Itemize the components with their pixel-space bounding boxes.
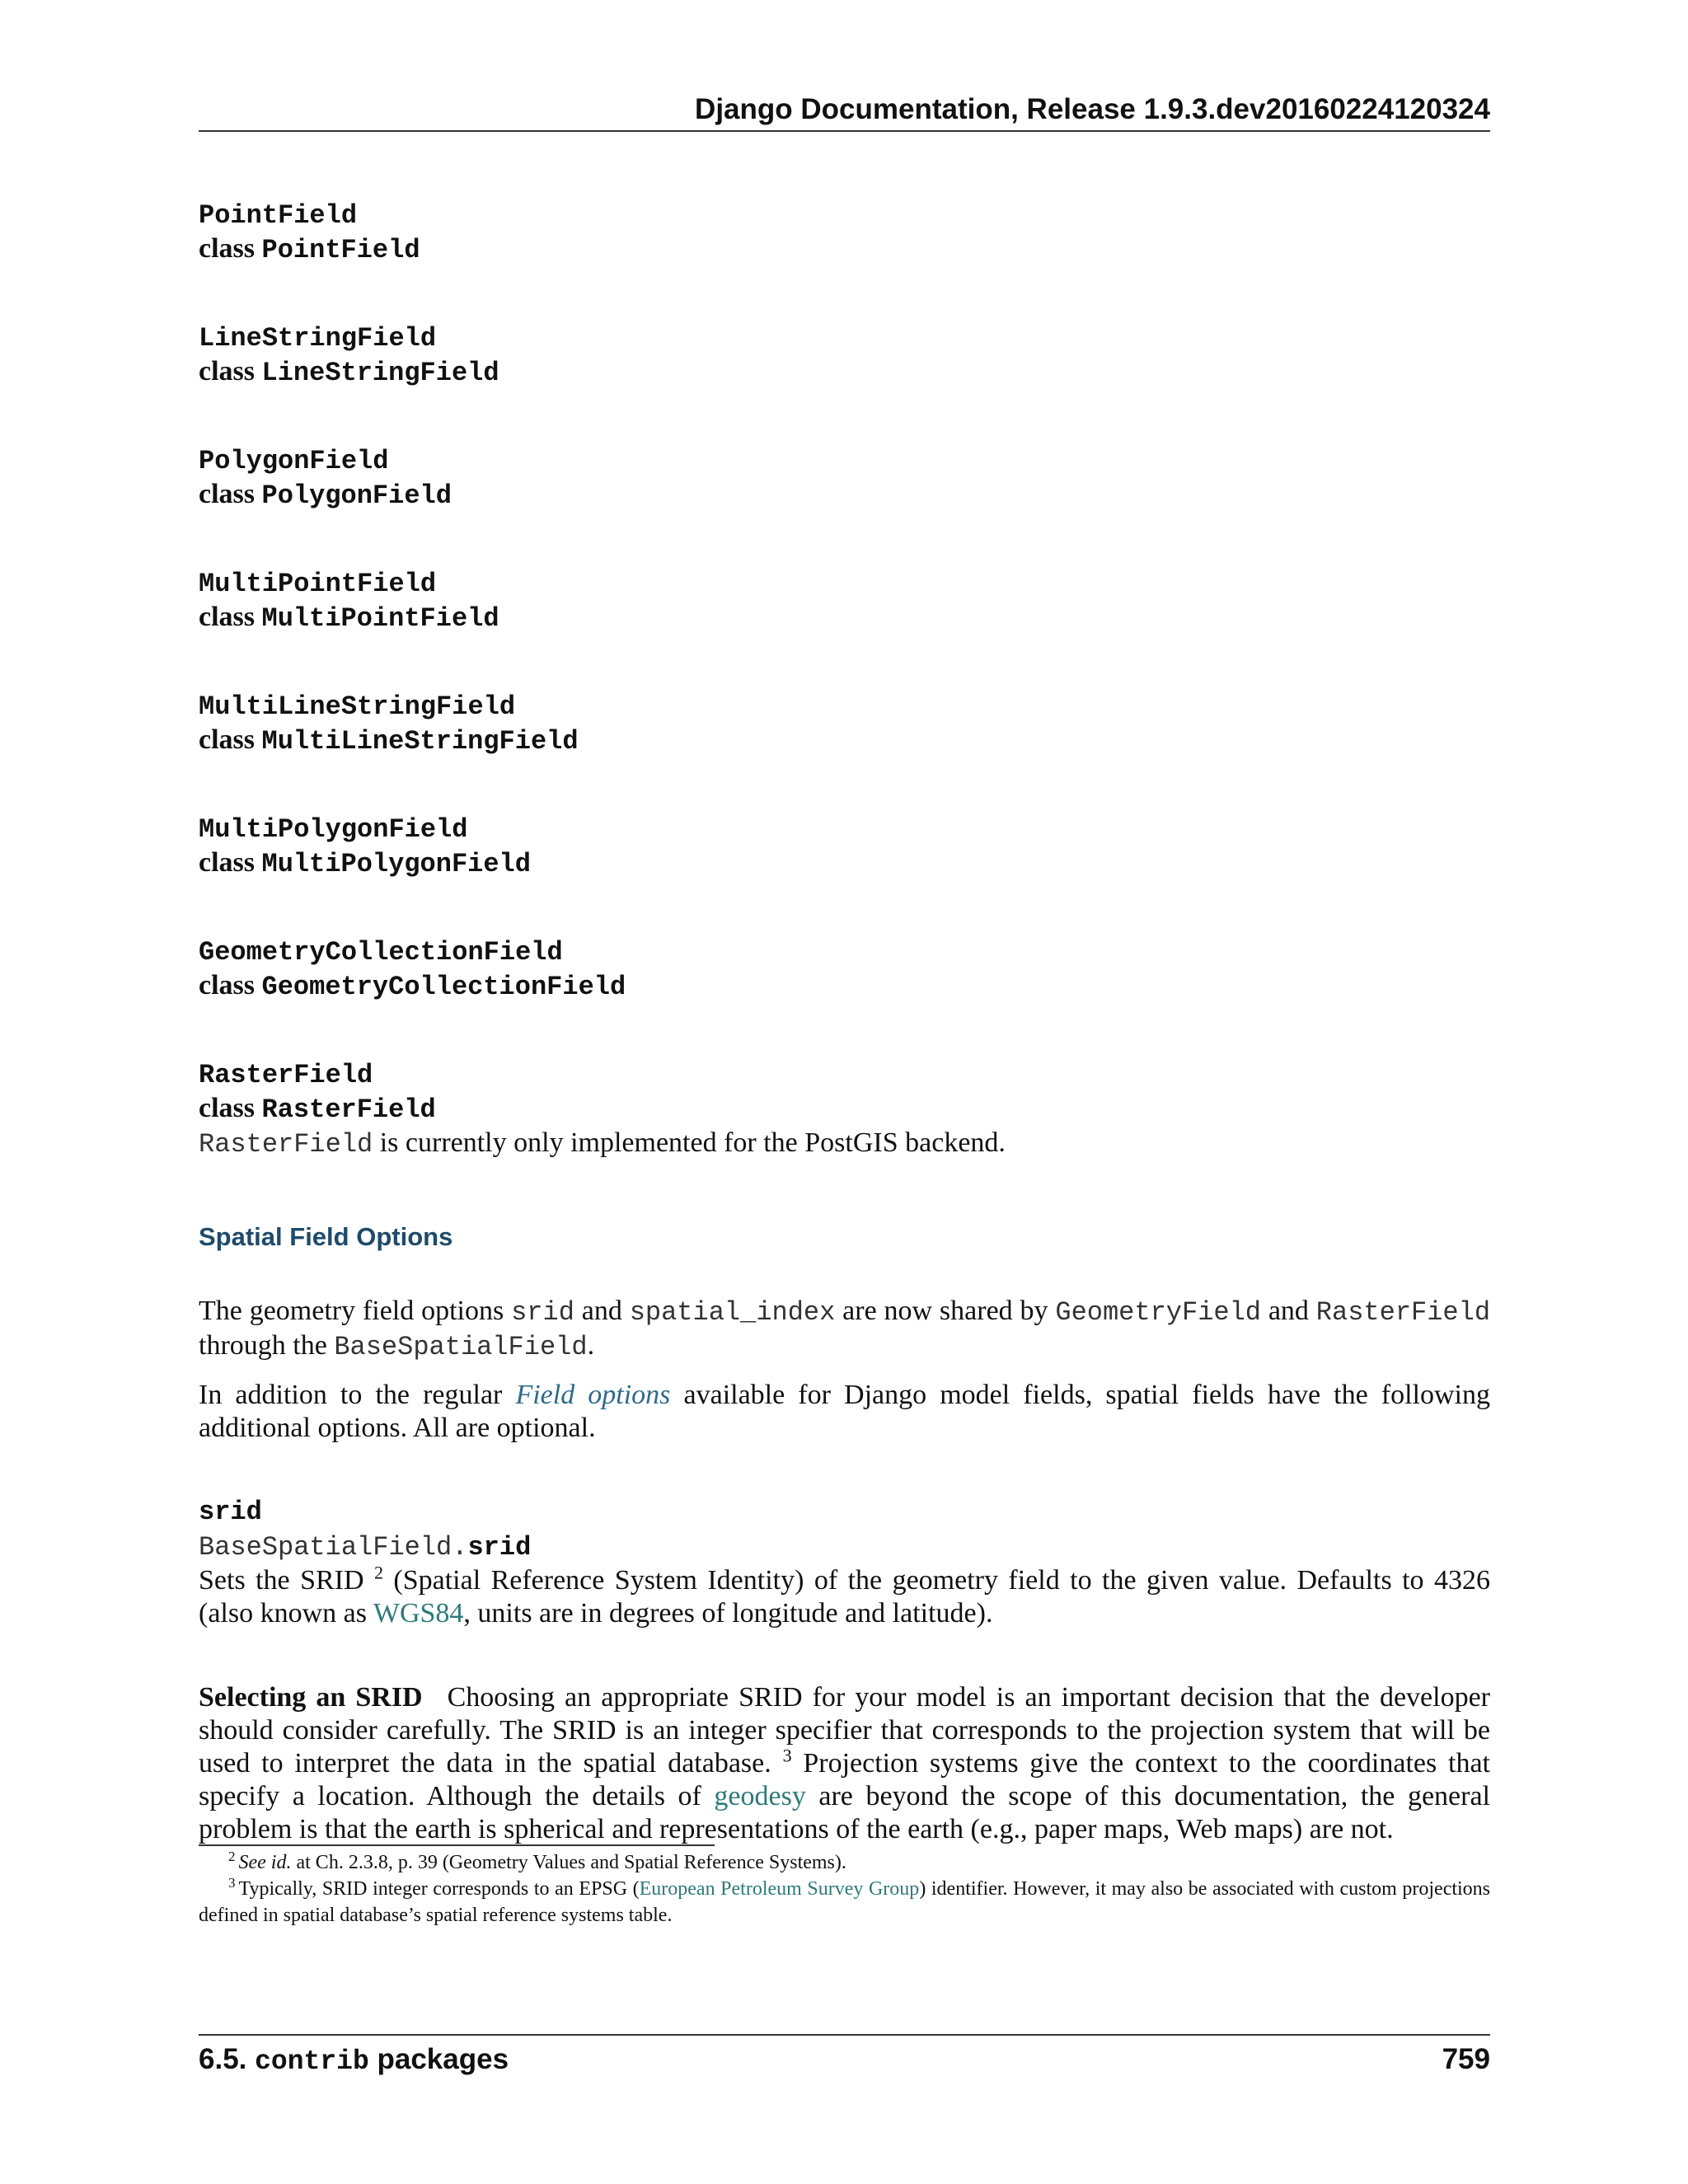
page-footer xyxy=(199,2042,1490,2079)
inline-code: srid xyxy=(511,1297,574,1328)
field-entry-linestring xyxy=(199,322,1490,390)
field-label: MultiPolygonField xyxy=(199,814,468,845)
field-entry-geometrycollection xyxy=(199,936,1490,1004)
class-name: MultiPointField xyxy=(261,603,499,634)
wgs84-link[interactable]: WGS84 xyxy=(373,1598,464,1629)
class-signature xyxy=(199,478,1490,513)
class-name: PolygonField xyxy=(261,480,452,511)
field-label: LineStringField xyxy=(199,323,437,354)
section-heading: Spatial Field Options xyxy=(199,1222,453,1251)
field-label: PointField xyxy=(199,200,358,231)
footer-rule xyxy=(199,2034,1490,2036)
class-signature xyxy=(199,232,1490,267)
footnote-ref[interactable]: 3 xyxy=(782,1745,792,1766)
header-rule xyxy=(199,130,1490,132)
inline-code: GeometryField xyxy=(1055,1297,1261,1328)
class-keyword: class xyxy=(199,1093,255,1123)
class-signature xyxy=(199,601,1490,635)
field-entry-raster xyxy=(199,1059,1490,1161)
class-name: MultiLineStringField xyxy=(261,726,579,757)
class-signature xyxy=(199,355,1490,390)
footnote: $^2$ See id. at Ch. 2.3.8, p. 39 (Geometry Values and Spatial Reference Systems). xyxy=(228,1849,846,1873)
class-name: PointField xyxy=(261,235,420,265)
selecting-lead: Selecting an SRID xyxy=(199,1682,423,1713)
paragraph-shared-options: The geometry field options srid and spatial_index are now shared by GeometryField and RasterField through the BaseSpatialField. xyxy=(199,1296,1491,1362)
class-keyword: class xyxy=(199,970,255,1001)
class-keyword: class xyxy=(199,847,255,878)
field-options-link[interactable]: Field options xyxy=(515,1380,671,1410)
geodesy-link[interactable]: geodesy xyxy=(714,1781,806,1811)
class-keyword: class xyxy=(199,356,255,387)
class-name: RasterField xyxy=(261,1094,436,1125)
field-label: MultiLineStringField xyxy=(199,691,516,722)
class-keyword: class xyxy=(199,724,255,755)
field-entry-multipolygon xyxy=(199,813,1490,881)
inline-code: RasterField xyxy=(1315,1297,1491,1328)
class-keyword: class xyxy=(199,602,255,632)
field-label: MultiPointField xyxy=(199,569,437,599)
srid-description: Sets the SRID $^2$ (Spatial Reference System Identity) of the geometry field to the given value. Defaults to 4326 (also known as WGS84, units are in degrees of longitude and latitude). xyxy=(199,1562,1490,1629)
field-entry-polygon xyxy=(199,445,1490,513)
inline-code: RasterField xyxy=(199,1129,373,1160)
epsg-link[interactable]: European Petroleum Survey Group xyxy=(639,1878,920,1900)
selecting-srid-paragraph: Selecting an SRID Choosing an appropriate SRID for your model is an important decision that the developer should consider carefully. The SRID is an integer specifier that corresponds to the projection system that will be used to interpret the data in the spatial database. $^3$ Projection systems give the context to the coordinates that specify a location. Although the details of geodesy are beyond the scope of this documentation, the general problem is that the earth is spherical and representations of the earth (e.g., paper maps, Web maps) are not. xyxy=(199,1682,1491,1844)
class-signature xyxy=(199,724,1490,758)
inline-code: BaseSpatialField xyxy=(334,1332,588,1362)
class-signature xyxy=(199,1092,1490,1127)
class-keyword: class xyxy=(199,233,255,264)
class-name: GeometryCollectionField xyxy=(261,972,626,1002)
footer-section: 6.5. contrib packages xyxy=(199,2043,509,2077)
attribute-signature: BaseSpatialField.srid xyxy=(199,1532,532,1563)
footnote-rule xyxy=(199,1844,715,1846)
srid-attribute xyxy=(199,1496,1490,1630)
field-label: PolygonField xyxy=(199,446,389,476)
paragraph-additional-options: In addition to the regular Field options available for Django model fields, spatial fields have the following additional options. All are optional. xyxy=(199,1380,1490,1443)
field-entry-multilinestring xyxy=(199,691,1490,758)
footnotes xyxy=(199,1849,1490,1929)
class-signature xyxy=(199,846,1490,881)
class-name: MultiPolygonField xyxy=(261,849,531,879)
field-entry-multipoint xyxy=(199,568,1490,635)
footnote-ref[interactable]: 2 xyxy=(373,1562,383,1583)
footnote: $^3$ Typically, SRID integer corresponds to an EPSG (European Petroleum Survey Group) identifier. However, it may also be associated with custom projections defined in spatial database’s spatial reference systems table. xyxy=(199,1875,1491,1926)
field-label: GeometryCollectionField xyxy=(199,937,563,968)
class-name: LineStringField xyxy=(261,358,499,388)
attribute-label: srid xyxy=(199,1497,262,1527)
field-label: RasterField xyxy=(199,1060,373,1090)
page-number: 759 xyxy=(1442,2043,1490,2075)
field-entry-point xyxy=(199,199,1490,267)
class-keyword: class xyxy=(199,479,255,509)
inline-code: spatial_index xyxy=(629,1297,836,1328)
running-header: Django Documentation, Release 1.9.3.dev20160224120324 xyxy=(695,93,1490,125)
class-signature xyxy=(199,969,1490,1004)
page-content xyxy=(199,199,1490,1861)
raster-note: RasterField is currently only implemented for the PostGIS backend. xyxy=(199,1127,1006,1160)
